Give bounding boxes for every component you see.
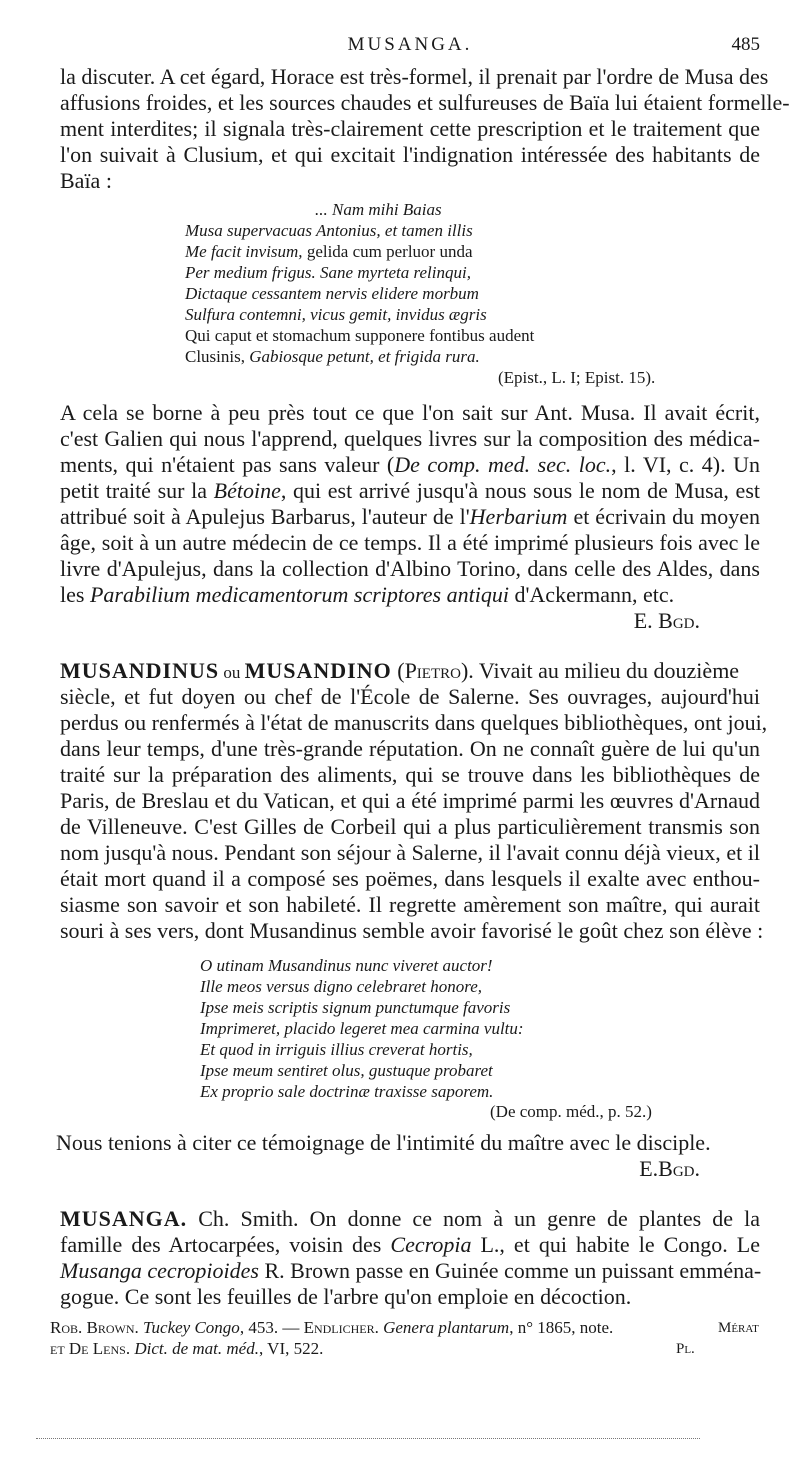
verse-line: Dictaque cessantem nervis elidere morbum bbox=[185, 284, 479, 303]
text-segment: L., et qui habite le Congo. Le bbox=[471, 1232, 760, 1257]
text-line: A cela se borne à peu près tout ce que l'on sait sur Ant. Musa. Il avait écrit, bbox=[60, 400, 760, 425]
text-segment: et De Lens. bbox=[50, 1339, 135, 1358]
text-line: Nous tenions à citer ce témoignage de l'intimité du maître avec le disciple. bbox=[56, 1130, 711, 1155]
headword: MUSANDINO bbox=[244, 658, 392, 683]
text-segment: ou bbox=[219, 663, 245, 682]
bibliography-line bbox=[50, 1339, 323, 1359]
text-line: c'est Galien qui nous l'apprend, quelques livres sur la composition des médica- bbox=[60, 426, 760, 451]
text-line: de Villeneuve. C'est Gilles de Corbeil qui a plus particulièrement transmis son bbox=[60, 814, 760, 839]
bibliography-line bbox=[50, 1318, 613, 1338]
text-segment: , 453. — Endlicher. bbox=[239, 1318, 384, 1337]
text-line: siècle, et fut doyen ou chef de l'École de Salerne. Ses ouvrages, aujourd'hui bbox=[60, 684, 760, 709]
text-segment: Cecropia bbox=[390, 1232, 472, 1257]
bottom-divider bbox=[36, 1438, 700, 1439]
text-line: dans leur temps, d'une très-grande réputation. On ne connaît guère de lui qu'un bbox=[60, 736, 760, 761]
text-segment: Herbarium bbox=[469, 504, 568, 529]
text-line: ment interdites; il signala très-clairement cette prescription et le traitement que bbox=[60, 116, 760, 141]
verse-segment: gelida cum perluor unda bbox=[302, 242, 473, 261]
text-segment: d'Ackermann, etc. bbox=[508, 582, 675, 607]
text-segment: , VI, 522. bbox=[258, 1339, 324, 1358]
headword: MUSANDINUS bbox=[60, 658, 220, 683]
text-segment: Ch. Smith. On donne ce nom à un genre de plantes de la bbox=[187, 1206, 760, 1231]
verse-line: Et quod in irriguis illius creverat hortis, bbox=[200, 1040, 473, 1059]
verse-line: ... Nam mihi Baias bbox=[315, 200, 442, 219]
verse-line bbox=[185, 347, 480, 367]
author-signature: Pl. bbox=[676, 1341, 695, 1357]
verse-reference: (Epist., L. I; Epist. 15). bbox=[498, 368, 656, 387]
text-segment: (Pietro). bbox=[391, 658, 474, 683]
text-line bbox=[60, 504, 760, 530]
text-line: souri à ses vers, dont Musandinus semble avoir favorisé le goût chez son élève : bbox=[60, 918, 764, 943]
text-line bbox=[60, 452, 760, 478]
text-line: la discuter. A cet égard, Horace est très-formel, il prenait par l'ordre de Musa des bbox=[60, 64, 769, 89]
text-line bbox=[60, 1258, 760, 1284]
text-line: perdus ou renfermés à l'état de manuscrits dans quelques bibliothèques, ont joui, bbox=[60, 710, 768, 735]
running-title: MUSANGA. bbox=[347, 34, 473, 55]
text-line: traité sur la préparation des aliments, qui se trouve dans les bibliothèques de bbox=[60, 762, 760, 787]
entry-first-line bbox=[60, 1206, 760, 1232]
text-segment: , n° 1865, note. bbox=[509, 1318, 614, 1337]
verse-line: Per medium frigus. Sane myrteta relinqui, bbox=[185, 263, 471, 282]
entry-first-line bbox=[60, 658, 760, 686]
verse-line: Ex proprio sale doctrinæ traxisse saporem. bbox=[200, 1082, 494, 1101]
verse-line: Imprimeret, placido legeret mea carmina vultu: bbox=[200, 1019, 524, 1038]
verse-segment: Me facit invisum, bbox=[185, 242, 303, 261]
text-line: siasme son savoir et son habileté. Il regrette amèrement son maître, qui aurait bbox=[60, 892, 760, 917]
text-segment: Tuckey Congo bbox=[143, 1318, 240, 1337]
text-segment: , l. VI, c. 4). Un bbox=[611, 452, 760, 477]
text-line bbox=[60, 478, 760, 504]
text-segment: Rob. Brown. bbox=[50, 1318, 144, 1337]
text-segment: , qui est arrivé jusqu'à nous sous le nom de Musa, est bbox=[280, 478, 760, 503]
text-line: Paris, de Breslau et du Vatican, et qui a été imprimé parmi les œuvres d'Arnaud bbox=[60, 788, 760, 813]
text-line: gogue. Ce sont les feuilles de l'arbre qu'on emploie en décoction. bbox=[60, 1284, 632, 1309]
text-segment: Parabilium medicamentorum scriptores antiqui bbox=[89, 582, 509, 607]
headword: MUSANGA. bbox=[60, 1206, 188, 1231]
text-line: livre d'Apulejus, dans la collection d'Albino Torino, dans celle des Aldes, dans bbox=[60, 556, 760, 581]
text-line: âge, soit à un autre médecin de ce temps. Il a été imprimé plusieurs fois avec le bbox=[60, 530, 760, 555]
text-segment: Genera plantarum bbox=[383, 1318, 510, 1337]
verse-line: Sulfura contemni, vicus gemit, invidus ægris bbox=[185, 305, 487, 324]
text-segment: ments, qui n'étaient pas sans valeur ( bbox=[60, 452, 395, 477]
text-line bbox=[60, 1232, 760, 1258]
text-segment: Musanga cecropioides bbox=[60, 1258, 259, 1283]
text-segment: famille des Artocarpées, voisin des bbox=[60, 1232, 391, 1257]
verse-line: O utinam Musandinus nunc viveret auctor! bbox=[200, 956, 493, 975]
text-segment: petit traité sur la bbox=[60, 478, 214, 503]
text-line: nom jusqu'à nous. Pendant son séjour à Salerne, il l'avait connu déjà vieux, et il bbox=[60, 840, 760, 865]
text-line: affusions froides, et les sources chaudes et sulfureuses de Baïa lui étaient formelle- bbox=[60, 90, 790, 115]
page-number: 485 bbox=[731, 34, 760, 55]
text-line bbox=[60, 582, 760, 608]
verse-line: Ipse meum sentiret olus, gustuque probaret bbox=[200, 1061, 493, 1080]
verse-line: Ille meos versus digno celebraret honore, bbox=[200, 977, 483, 996]
text-segment: attribué soit à Apulejus Barbarus, l'auteur de l' bbox=[60, 504, 470, 529]
verse-line: Ipse meis scriptis signum punctumque favoris bbox=[200, 998, 511, 1017]
verse-segment: Gabiosque petunt, et frigida rura. bbox=[249, 347, 480, 366]
verse-segment: Clusinis, bbox=[185, 347, 250, 366]
text-segment: les bbox=[60, 582, 90, 607]
author-signature: E.Bgd. bbox=[639, 1156, 700, 1181]
text-line: l'on suivait à Clusium, et qui excitait l'indignation intéressée des habitants de bbox=[60, 142, 760, 167]
text-segment: R. Brown passe en Guinée comme un puissant emména- bbox=[258, 1258, 762, 1283]
author-signature: E. Bgd. bbox=[633, 608, 700, 633]
verse-line: Qui caput et stomachum supponere fontibus audent bbox=[185, 326, 535, 345]
text-segment: De comp. med. sec. loc. bbox=[394, 452, 612, 477]
text-segment: et écrivain du moyen bbox=[567, 504, 760, 529]
text-segment: Bétoine bbox=[213, 478, 281, 503]
text-line: Baïa : bbox=[60, 168, 112, 193]
text-segment: Vivait au milieu du douzième bbox=[473, 658, 740, 683]
verse-reference: (De comp. méd., p. 52.) bbox=[490, 1102, 652, 1121]
verse-line bbox=[185, 242, 473, 262]
author-signature: Mérat bbox=[718, 1320, 759, 1336]
verse-line: Musa supervacuas Antonius, et tamen illis bbox=[185, 221, 473, 240]
page-header bbox=[60, 34, 760, 58]
text-line: était mort quand il a composé ses poëmes, dans lesquels il exalte avec enthou- bbox=[60, 866, 760, 891]
text-segment: Dict. de mat. méd. bbox=[134, 1339, 259, 1358]
